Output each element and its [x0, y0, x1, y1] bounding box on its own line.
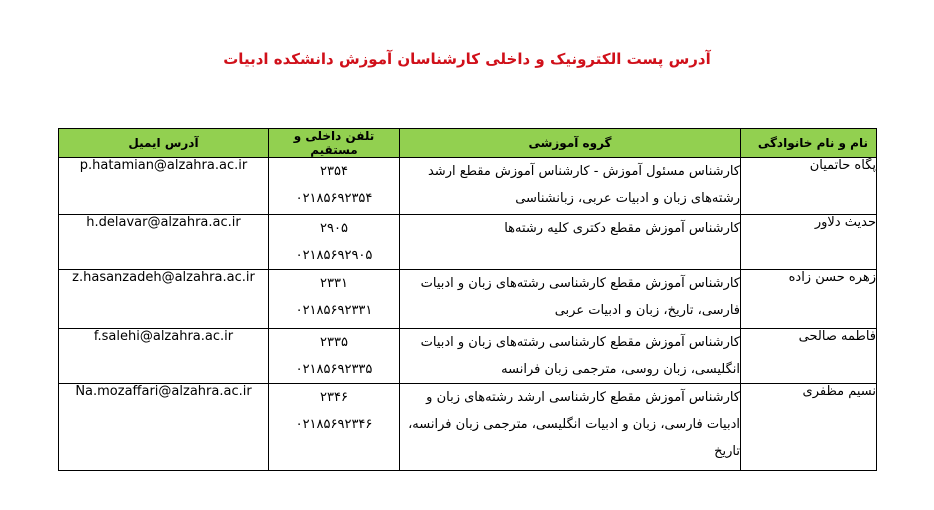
staff-email[interactable]: z.hasanzadeh@alzahra.ac.ir — [59, 270, 269, 329]
staff-name: پگاه حاتمیان — [741, 158, 877, 215]
staff-name: زهره حسن زاده — [741, 270, 877, 329]
table-row — [59, 270, 877, 329]
phone-direct: ۰۲۱۸۵۶۹۲۹۰۵ — [295, 248, 373, 263]
staff-group: کارشناس آموزش مقطع کارشناسی ارشد رشته‌های زبان و ادبیات فارسی، زبان و ادبیات انگلیسی، مترجمی زبان فرانسه، تاریخ — [400, 384, 741, 471]
phone-internal: ۲۳۵۴ — [320, 164, 348, 179]
staff-name: فاطمه صالحی — [741, 329, 877, 384]
staff-group: کارشناس مسئول آموزش - کارشناس آموزش مقطع ارشد رشته‌های زبان و ادبیات عربی، زبانشناسی — [400, 158, 741, 215]
staff-email[interactable]: f.salehi@alzahra.ac.ir — [59, 329, 269, 384]
staff-group: کارشناس آموزش مقطع کارشناسی رشته‌های زبان و ادبیات انگلیسی، زبان روسی، مترجمی زبان فرانسه — [400, 329, 741, 384]
staff-email[interactable]: h.delavar@alzahra.ac.ir — [59, 215, 269, 270]
staff-phone — [269, 270, 400, 329]
table-row — [59, 329, 877, 384]
staff-name: حدیث دلاور — [741, 215, 877, 270]
staff-group: کارشناس آموزش مقطع کارشناسی رشته‌های زبان و ادبیات فارسی، تاریخ، زبان و ادبیات عربی — [400, 270, 741, 329]
header-name: نام و نام خانوادگی — [741, 129, 877, 158]
staff-phone — [269, 215, 400, 270]
staff-phone — [269, 384, 400, 471]
staff-group: کارشناس آموزش مقطع دکتری کلیه رشته‌ها — [400, 215, 741, 270]
phone-direct: ۰۲۱۸۵۶۹۲۳۴۶ — [295, 417, 373, 432]
header-phone: تلفن داخلی و مستقیم — [269, 129, 400, 158]
phone-direct: ۰۲۱۸۵۶۹۲۳۳۵ — [295, 362, 373, 377]
staff-email[interactable]: Na.mozaffari@alzahra.ac.ir — [59, 384, 269, 471]
phone-internal: ۲۳۳۵ — [320, 335, 348, 350]
phone-direct: ۰۲۱۸۵۶۹۲۳۳۱ — [295, 303, 373, 318]
page-title: آدرس پست الکترونیک و داخلی کارشناسان آموزش دانشکده ادبیات — [223, 50, 711, 68]
staff-contacts-table — [58, 128, 877, 471]
staff-phone — [269, 158, 400, 215]
table-row — [59, 215, 877, 270]
table-row — [59, 384, 877, 471]
table-row — [59, 158, 877, 215]
header-group: گروه آموزشی — [400, 129, 741, 158]
staff-email[interactable]: p.hatamian@alzahra.ac.ir — [59, 158, 269, 215]
phone-direct: ۰۲۱۸۵۶۹۲۳۵۴ — [295, 191, 373, 206]
phone-internal: ۲۹۰۵ — [320, 221, 348, 236]
phone-internal: ۲۳۴۶ — [320, 390, 348, 405]
table-header-row — [59, 129, 877, 158]
staff-name: نسیم مظفری — [741, 384, 877, 471]
phone-internal: ۲۳۳۱ — [320, 276, 348, 291]
staff-phone — [269, 329, 400, 384]
header-email: آدرس ایمیل — [59, 129, 269, 158]
